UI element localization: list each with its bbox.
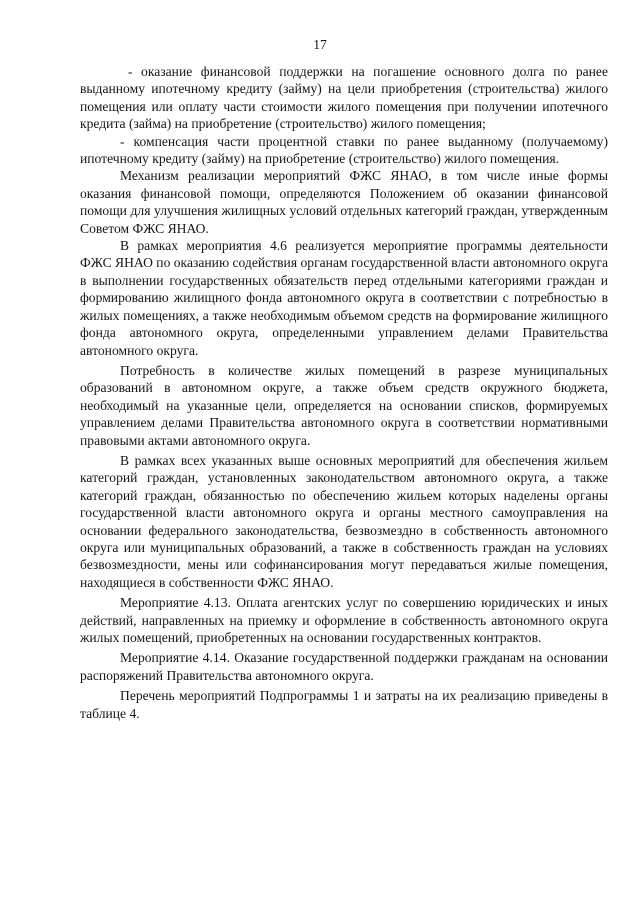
paragraph-housing-need: Потребность в количестве жилых помещений в разрезе муниципальных образований в автономном округе, а также объем средств окружного бюджета, необходимый на указанные цели, определяется на основании списков, формируемых управлением делами Правительства автономного округа в соответствии нормативными правовыми актами автономного округа. [80,362,608,448]
paragraph-measure-4-6: В рамках мероприятия 4.6 реализуется мероприятие программы деятельности ФЖС ЯНАО по оказанию содействия органам государственной власти автономного округа в выполнении государственных обязательств перед отдельными категориями граждан и формированию жилищного фонда автономного округа в соответствии с потребностью в жилых помещениях, а также необходимым объемом средств на формирование жилищного фонда автономного округа, определенными управлением делами Правительства автономного округа. [80,238,608,358]
document-body [80,63,608,722]
paragraph-table-reference: Перечень мероприятий Подпрограммы 1 и затраты на их реализацию приведены в таблице 4. [80,688,608,721]
paragraph-mechanism: Механизм реализации мероприятий ФЖС ЯНАО, в том числе иные формы оказания финансовой помощи, определяются Положением об оказании финансовой помощи для улучшения жилищных условий отдельных категорий граждан, утвержденным Советом ФЖС ЯНАО. [80,168,608,236]
paragraph-measure-4-14: Мероприятие 4.14. Оказание государственной поддержки гражданам на основании распоряжений Правительства автономного округа. [80,650,608,683]
page-number: 17 [313,37,327,52]
paragraph-interest-compensation: - компенсация части процентной ставки по ранее выданному (получаемому) ипотечному кредиту (займу) на приобретение (строительство) жилого помещения. [80,133,608,167]
paragraph-housing-transfer: В рамках всех указанных выше основных мероприятий для обеспечения жильем категорий граждан, установленных законодательством автономного округа, а также категорий граждан, обязанностью по обеспечению жильем которых наделены органы государственной власти автономного округа и органы местного самоуправления на основании федерального законодательства, безвозмездно в собственность автономного округа или муниципальных образований, а также в собственность граждан на условиях безвозмездности, мены или софинансирования могут передаваться жилые помещения, находящиеся в собственности ФЖС ЯНАО. [80,452,608,590]
paragraph-financial-support: - оказание финансовой поддержки на погашение основного долга по ранее выданному ипотечному кредиту (займу) на цели приобретения (строительства) жилого помещения или оплату части стоимости жилого помещения при получении ипотечного кредита (займа) на приобретение (строительство) жилого помещения; [80,64,608,132]
paragraph-measure-4-13: Мероприятие 4.13. Оплата агентских услуг по совершению юридических и иных действий, направленных на приемку и оформление в собственность автономного округа жилых помещений, приобретенных на основании государственных контрактов. [80,595,608,645]
